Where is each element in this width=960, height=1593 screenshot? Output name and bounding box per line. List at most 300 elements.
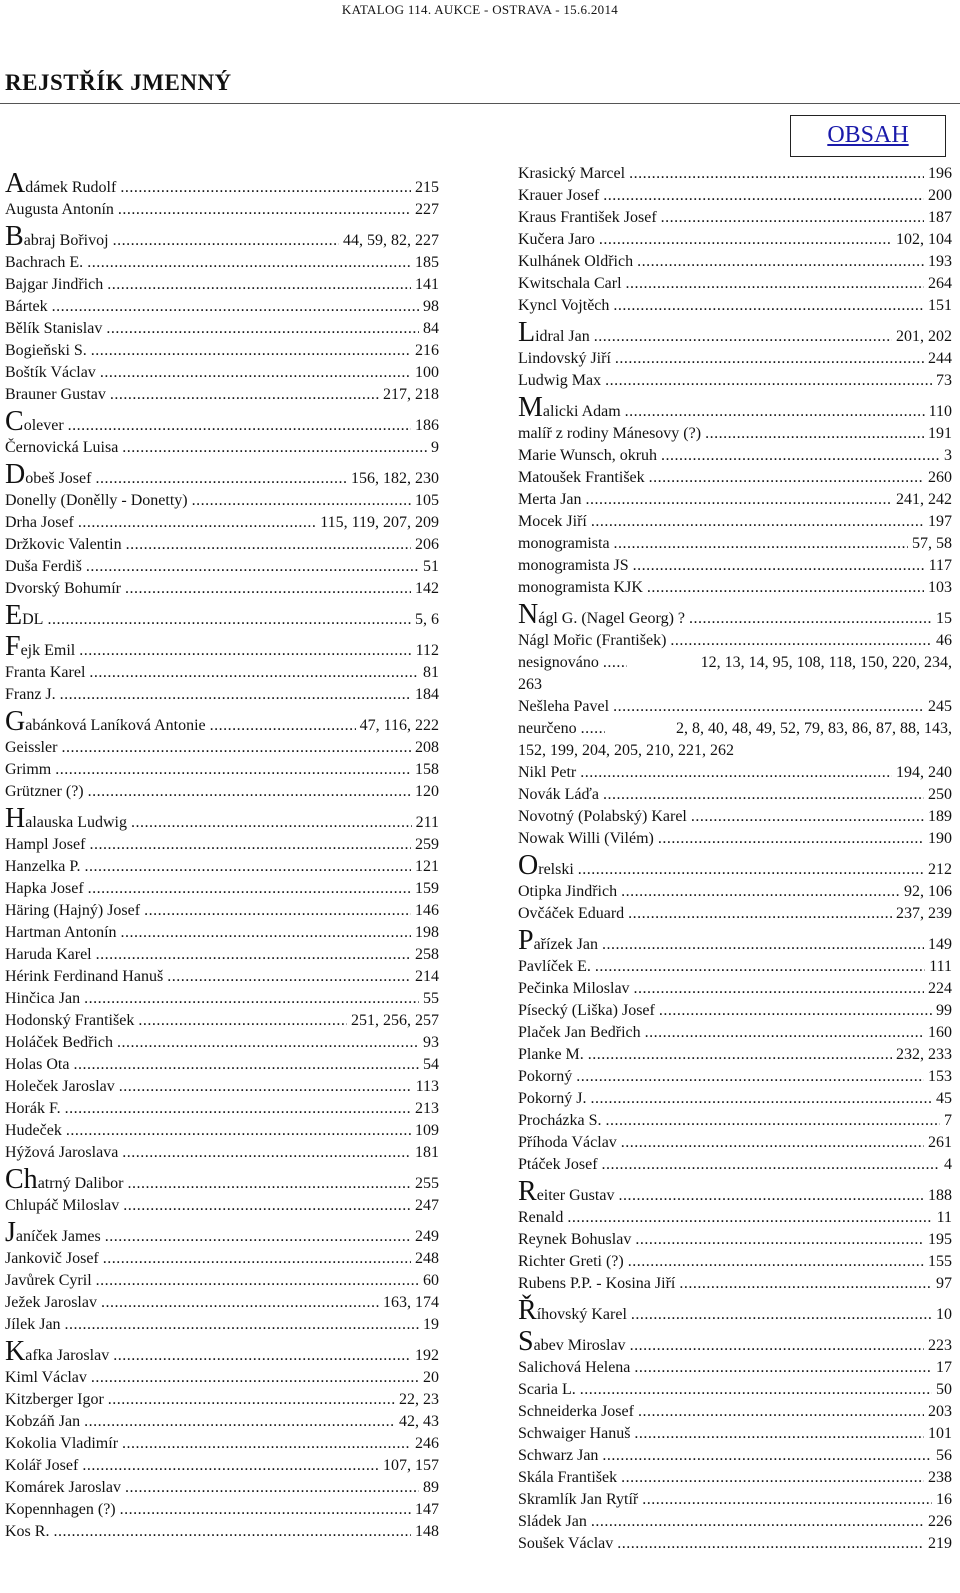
- index-entry: [5, 384, 439, 406]
- index-entry: [5, 1076, 439, 1098]
- entry-name-text: Ježek Jaroslav: [5, 1294, 97, 1311]
- entry-name: [5, 437, 118, 459]
- obsah-link-button[interactable]: [790, 115, 946, 157]
- entry-name: [518, 696, 609, 718]
- entry-name-text: Bachrach E.: [5, 254, 84, 271]
- dot-leader: [638, 1401, 924, 1423]
- dot-leader: [661, 445, 940, 467]
- entry-name: [5, 1010, 134, 1032]
- entry-name: [518, 956, 591, 978]
- entry-name-text: Černovická Luisa: [5, 439, 119, 456]
- entry-name: [518, 1176, 614, 1211]
- index-entry: [5, 944, 439, 966]
- index-entry: [5, 1010, 439, 1032]
- dot-leader: [649, 467, 924, 489]
- entry-name: [518, 1088, 586, 1110]
- index-entry: [518, 828, 952, 850]
- index-entry: [518, 1326, 952, 1357]
- entry-name: [518, 1357, 630, 1379]
- entry-name: [5, 1076, 115, 1098]
- dot-leader: [65, 1098, 411, 1120]
- index-entry: [518, 630, 952, 652]
- index-entry: [5, 362, 439, 384]
- dot-leader: [633, 555, 925, 577]
- entry-name: [5, 1164, 123, 1199]
- index-entry: [518, 445, 952, 467]
- entry-name: [5, 944, 92, 966]
- letter-initial: J: [5, 1217, 16, 1248]
- entry-name: [5, 490, 188, 512]
- entry-name: [518, 762, 576, 784]
- index-entry: [5, 1455, 439, 1477]
- entry-pages: 111: [929, 958, 952, 975]
- dot-leader: [125, 1477, 419, 1499]
- entry-pages: 248: [415, 1250, 439, 1267]
- index-entry: [5, 1389, 439, 1411]
- entry-pages: 227: [415, 201, 439, 218]
- entry-name: [5, 340, 87, 362]
- index-entry: [5, 737, 439, 759]
- dot-leader: [100, 362, 411, 384]
- entry-pages: 115, 119, 207, 209: [320, 514, 439, 531]
- entry-name: [518, 630, 666, 652]
- index-column-left: [5, 168, 439, 1543]
- entry-name: [5, 1195, 119, 1217]
- entry-name: [5, 1367, 87, 1389]
- entry-name: [5, 1054, 69, 1076]
- dot-leader: [603, 784, 924, 806]
- entry-name: [518, 423, 701, 445]
- entry-name: [518, 392, 621, 427]
- entry-pages: 244: [928, 350, 952, 367]
- entry-name-text: Kitzberger Igor: [5, 1391, 104, 1408]
- entry-name-text: Matoušek František: [518, 469, 645, 486]
- entry-name: [518, 850, 574, 885]
- dot-leader: [101, 1292, 379, 1314]
- index-entry: [518, 511, 952, 533]
- entry-pages: 56: [936, 1447, 952, 1464]
- index-entry: [518, 1467, 952, 1489]
- entry-pages: 196: [928, 165, 952, 182]
- entry-name: [5, 362, 96, 384]
- index-entry: [518, 1511, 952, 1533]
- entry-pages: 107, 157: [383, 1457, 439, 1474]
- entry-name-text: abev Miroslav: [533, 1337, 626, 1354]
- entry-name-text: ařízek Jan: [533, 936, 598, 953]
- dot-leader: [138, 1010, 347, 1032]
- letter-initial: A: [5, 168, 26, 199]
- entry-name-text: Hampl Josef: [5, 836, 86, 853]
- index-entry: [518, 1273, 952, 1295]
- dot-leader: [106, 318, 419, 340]
- index-entry: [518, 806, 952, 828]
- index-entry: [518, 881, 952, 903]
- entry-name-text: Scaria L.: [518, 1381, 576, 1398]
- entry-name: [518, 1251, 624, 1273]
- entry-pages: 113: [415, 1078, 439, 1095]
- entry-name-text: Skála František: [518, 1469, 618, 1486]
- entry-name: [5, 534, 122, 556]
- dot-leader: [89, 834, 411, 856]
- index-entry: [518, 1445, 952, 1467]
- entry-name-text: idral Jan: [535, 328, 590, 345]
- entry-pages: 92, 106: [904, 883, 952, 900]
- dot-leader: [84, 988, 419, 1010]
- entry-pages: 112: [415, 642, 439, 659]
- entry-name-text: Sládek Jan: [518, 1513, 587, 1530]
- entry-name-text: afka Jaroslav: [25, 1347, 110, 1364]
- dot-leader: [86, 556, 419, 578]
- entry-name-text: Holeček Jaroslav: [5, 1078, 115, 1095]
- index-entry: [518, 1533, 952, 1555]
- index-entry: [518, 1401, 952, 1423]
- entry-name-text: Salichová Helena: [518, 1359, 631, 1376]
- entry-name-text: Kyncl Vojtěch: [518, 297, 610, 314]
- index-entry: [5, 662, 439, 684]
- dot-leader: [591, 511, 924, 533]
- dot-leader: [117, 1032, 419, 1054]
- entry-name-text: aníček James: [15, 1228, 101, 1245]
- dot-leader: [658, 828, 924, 850]
- entry-name-text: Javůrek Cyril: [5, 1272, 92, 1289]
- entry-pages: 184: [415, 686, 439, 703]
- entry-name-text: Kiml Václav: [5, 1369, 87, 1386]
- entry-pages: 3: [944, 447, 952, 464]
- entry-pages: 103: [928, 579, 952, 596]
- entry-name: [5, 459, 91, 494]
- dot-leader: [659, 1000, 932, 1022]
- entry-name-text: Nikl Petr: [518, 764, 577, 781]
- entry-pages: 223: [928, 1337, 952, 1354]
- entry-name: [5, 1120, 62, 1142]
- entry-pages: 264: [928, 275, 952, 292]
- entry-name-text: Duša Ferdiš: [5, 558, 82, 575]
- entry-name: [5, 781, 84, 803]
- entry-name-text: Písecký (Liška) Josef: [518, 1002, 655, 1019]
- index-entry: [518, 489, 952, 511]
- entry-name: [5, 600, 43, 635]
- entry-pages: 20: [423, 1369, 439, 1386]
- entry-pages: 55: [423, 990, 439, 1007]
- index-entry: [5, 1521, 439, 1543]
- dot-leader: [679, 1273, 932, 1295]
- entry-name-text: íhovský Karel: [536, 1306, 627, 1323]
- entry-name-text: Hodonský František: [5, 1012, 135, 1029]
- dot-leader: [89, 662, 419, 684]
- entry-name: [518, 533, 610, 555]
- entry-name-text: Jankovič Josef: [5, 1250, 99, 1267]
- entry-name: [518, 828, 654, 850]
- entry-pages: 200: [928, 187, 952, 204]
- entry-name-text: Rubens P.P. - Kosina Jiří: [518, 1275, 676, 1292]
- index-entry: [518, 956, 952, 978]
- obsah-link-label[interactable]: OBSAH: [827, 122, 909, 148]
- dot-leader: [125, 578, 411, 600]
- entry-pages: 19: [423, 1316, 439, 1333]
- entry-name-text: Hýžová Jaroslava: [5, 1144, 119, 1161]
- entry-pages: 102, 104: [896, 231, 952, 248]
- entry-pages: 187: [928, 209, 952, 226]
- entry-pages: 215: [415, 179, 439, 196]
- dot-leader: [121, 922, 411, 944]
- index-entry: [518, 1110, 952, 1132]
- entry-pages: 213: [415, 1100, 439, 1117]
- index-entry: [5, 684, 439, 706]
- entry-name: [5, 1411, 80, 1433]
- entry-pages: 101: [928, 1425, 952, 1442]
- entry-name: [518, 599, 685, 634]
- index-entry: [518, 696, 952, 718]
- entry-pages: 84: [423, 320, 439, 337]
- index-entry: [518, 784, 952, 806]
- entry-name-text: Nešleha Pavel: [518, 698, 610, 715]
- entry-name: [5, 512, 74, 534]
- entry-pages: 110: [928, 403, 952, 420]
- letter-initial: C: [5, 406, 24, 437]
- index-entry: [5, 759, 439, 781]
- index-entry: [5, 490, 439, 512]
- entry-pages: 159: [415, 880, 439, 897]
- entry-name-text: monogramista JS: [518, 557, 629, 574]
- entry-name: [518, 251, 633, 273]
- entry-name-text: Ovčáček Eduard: [518, 905, 625, 922]
- entry-pages: 251, 256, 257: [351, 1012, 439, 1029]
- entry-name: [518, 1044, 584, 1066]
- entry-pages: 151: [928, 297, 952, 314]
- entry-name-text: DL: [22, 611, 44, 628]
- letter-initial: N: [518, 599, 539, 630]
- entry-pages-continued: 263: [518, 676, 542, 693]
- entry-name: [5, 384, 106, 406]
- entry-name-text: Mocek Jiří: [518, 513, 587, 530]
- entry-name-text: Hudeček: [5, 1122, 62, 1139]
- dot-leader: [167, 966, 411, 988]
- entry-pages: 238: [928, 1469, 952, 1486]
- entry-name-text: Kokolia Vladimír: [5, 1435, 119, 1452]
- entry-name: [5, 631, 75, 666]
- index-entry: [5, 459, 439, 490]
- entry-name: [518, 903, 624, 925]
- entry-name: [5, 1142, 118, 1164]
- dot-leader: [599, 229, 892, 251]
- letter-initial: D: [5, 459, 26, 490]
- entry-pages: 51: [423, 558, 439, 575]
- letter-initial: O: [518, 850, 539, 881]
- entry-name: [518, 925, 598, 960]
- entry-pages: 226: [928, 1513, 952, 1530]
- index-entry: [518, 1066, 952, 1088]
- entry-name: [5, 856, 81, 878]
- entry-name-text: Kučera Jaro: [518, 231, 595, 248]
- dot-leader: [122, 437, 427, 459]
- entry-name-text: Pavlíček E.: [518, 958, 591, 975]
- index-entry: [518, 1379, 952, 1401]
- entry-name-text: alauska Ludwig: [25, 814, 127, 831]
- entry-name: [5, 1455, 78, 1477]
- entry-name-text: dámek Rudolf: [25, 179, 117, 196]
- entry-name: [518, 806, 687, 828]
- index-entry: [5, 878, 439, 900]
- entry-name: [518, 229, 595, 251]
- entry-name: [5, 1477, 121, 1499]
- entry-name: [518, 273, 622, 295]
- dot-leader: [605, 370, 932, 392]
- dot-leader: [66, 1120, 411, 1142]
- index-entry: [5, 1477, 439, 1499]
- index-entry: [518, 1044, 952, 1066]
- entry-pages: 153: [928, 1068, 952, 1085]
- index-entry: [518, 392, 952, 423]
- entry-name: [5, 1270, 92, 1292]
- dot-leader: [580, 762, 892, 784]
- index-entry: [518, 1423, 952, 1445]
- letter-initial: Ř: [518, 1295, 537, 1326]
- letter-initial: P: [518, 925, 534, 956]
- entry-name-text: Kopennhagen (?): [5, 1501, 116, 1518]
- index-entry: [518, 599, 952, 630]
- entry-pages: 93: [423, 1034, 439, 1051]
- entry-name: [5, 406, 64, 441]
- entry-pages: 142: [415, 580, 439, 597]
- entry-pages: 198: [415, 924, 439, 941]
- entry-pages: 197: [928, 513, 952, 530]
- entry-name-text: Kolář Josef: [5, 1457, 79, 1474]
- dot-leader: [91, 340, 411, 362]
- entry-name-text: Kos R.: [5, 1523, 50, 1540]
- entry-name-text: Jílek Jan: [5, 1316, 61, 1333]
- dot-leader: [88, 878, 411, 900]
- index-entry: [5, 706, 439, 737]
- index-entry: [5, 1314, 439, 1336]
- index-entry: [518, 1489, 952, 1511]
- entry-name-text: Richter Greti (?): [518, 1253, 624, 1270]
- entry-name: [5, 988, 80, 1010]
- entry-name-text: Renald: [518, 1209, 564, 1226]
- dot-leader: [602, 1154, 940, 1176]
- index-entry: [5, 900, 439, 922]
- index-entry: [518, 1251, 952, 1273]
- index-entry: [5, 1367, 439, 1389]
- entry-name: [5, 556, 82, 578]
- entry-name-text: Drha Josef: [5, 514, 74, 531]
- entry-name-text: malíř z rodiny Mánesovy (?): [518, 425, 702, 442]
- dot-leader: [82, 1455, 379, 1477]
- entry-name-text: ejk Emil: [20, 642, 76, 659]
- entry-name-text: Skramlík Jan Rytíř: [518, 1491, 639, 1508]
- dot-leader: [635, 1229, 924, 1251]
- entry-name-text: olever: [23, 417, 64, 434]
- entry-name: [518, 295, 609, 317]
- entry-name-text: Pečinka Miloslav: [518, 980, 630, 997]
- entry-pages: 89: [423, 1479, 439, 1496]
- entry-name: [5, 834, 85, 856]
- dot-leader: [603, 185, 924, 207]
- dot-leader: [705, 423, 924, 445]
- index-entry: [518, 229, 952, 251]
- entry-name-text: Novotný (Polabský) Karel: [518, 808, 687, 825]
- entry-pages: 99: [936, 1002, 952, 1019]
- entry-name: [5, 1292, 97, 1314]
- index-entry: [518, 1295, 952, 1326]
- entry-pages: 12, 13, 14, 95, 108, 118, 150, 220, 234,: [700, 654, 952, 671]
- entry-name: [518, 1401, 634, 1423]
- index-entry: [5, 1217, 439, 1248]
- catalog-header: KATALOG 114. AUKCE - OSTRAVA - 15.6.2014: [341, 2, 619, 17]
- entry-name: [518, 1229, 631, 1251]
- dot-leader: [84, 1411, 395, 1433]
- dot-leader: [606, 1110, 940, 1132]
- entry-name-text: Ludwig Max: [518, 372, 602, 389]
- index-entry: [518, 978, 952, 1000]
- entry-pages: 249: [415, 1228, 439, 1245]
- entry-name-text: Reynek Bohuslav: [518, 1231, 632, 1248]
- index-entry: [518, 185, 952, 207]
- dot-leader: [642, 1489, 932, 1511]
- entry-pages: 121: [415, 858, 439, 875]
- entry-pages-continued: 152, 199, 204, 205, 210, 221, 262: [518, 742, 734, 759]
- entry-name: [518, 1000, 655, 1022]
- dot-leader: [108, 1389, 395, 1411]
- entry-pages: 245: [928, 698, 952, 715]
- dot-leader: [53, 1521, 411, 1543]
- dot-leader: [628, 903, 892, 925]
- entry-name: [518, 1489, 638, 1511]
- index-entry: [5, 966, 439, 988]
- entry-name-text: Kulhánek Oldřich: [518, 253, 634, 270]
- entry-name: [5, 1499, 116, 1521]
- entry-pages: 5, 6: [415, 611, 439, 628]
- index-entry: [5, 199, 439, 221]
- dot-leader: [590, 1088, 932, 1110]
- index-entry: [5, 1499, 439, 1521]
- dot-leader: [691, 806, 924, 828]
- index-entry: [5, 556, 439, 578]
- entry-name: [5, 168, 116, 203]
- entry-name-text: Häring (Hajný) Josef: [5, 902, 141, 919]
- index-entry: [518, 1132, 952, 1154]
- index-entry: [5, 1292, 439, 1314]
- entry-name: [518, 718, 577, 740]
- index-entry: [5, 1032, 439, 1054]
- index-entry: [5, 296, 439, 318]
- entry-name-text: Planke M.: [518, 1046, 584, 1063]
- entry-name-text: Schwarz Jan: [518, 1447, 599, 1464]
- dot-leader: [85, 856, 411, 878]
- entry-name-text: Krasický Marcel: [518, 165, 626, 182]
- index-entry: [518, 652, 952, 696]
- entry-pages: 214: [415, 968, 439, 985]
- entry-name-text: Grützner (?): [5, 783, 84, 800]
- entry-pages: 81: [423, 664, 439, 681]
- entry-pages: 191: [928, 425, 952, 442]
- entry-name-text: obeš Josef: [25, 470, 92, 487]
- entry-pages: 2, 8, 40, 48, 49, 52, 79, 83, 86, 87, 88, 143,: [676, 720, 952, 737]
- entry-name: [518, 489, 582, 511]
- entry-name: [5, 900, 140, 922]
- entry-name: [5, 662, 85, 684]
- dot-leader: [126, 534, 411, 556]
- entry-name-text: Novák Láďa: [518, 786, 599, 803]
- index-entry: [518, 1022, 952, 1044]
- entry-pages: 109: [415, 1122, 439, 1139]
- dot-leader: [621, 881, 900, 903]
- index-entry: [5, 1248, 439, 1270]
- entry-pages: 219: [928, 1535, 952, 1552]
- dot-leader: [621, 1467, 924, 1489]
- entry-pages: 206: [415, 536, 439, 553]
- entry-name: [518, 1066, 572, 1088]
- entry-name: [5, 199, 114, 221]
